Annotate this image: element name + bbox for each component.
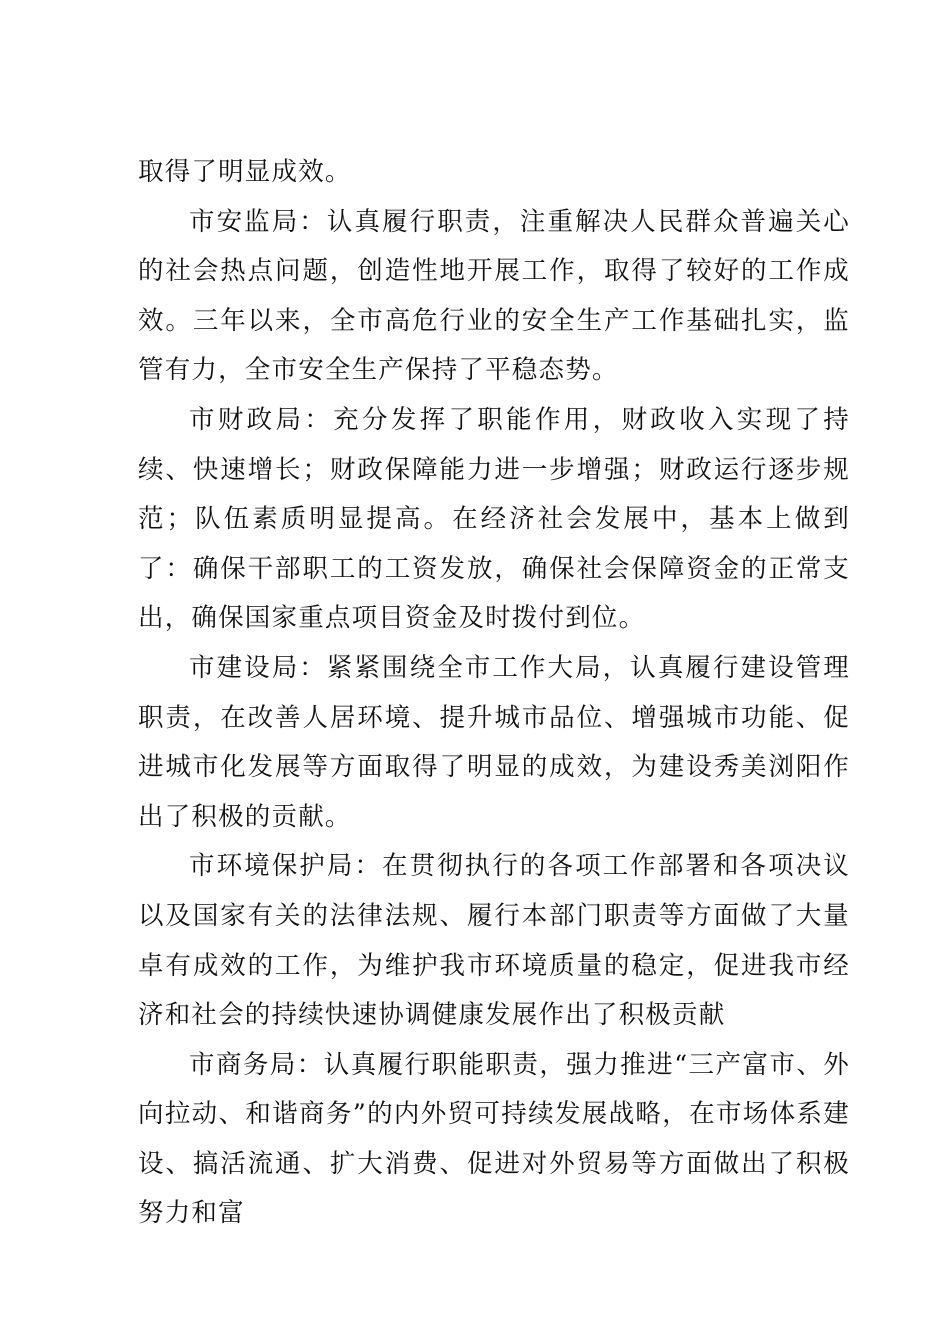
paragraph-shangwu (138, 1041, 850, 1239)
paragraph-text: 紧紧围绕全市工作大局，认真履行建设管理职责，在改善人居环境、提升城市品位、增强城市功能、促进城市化发展等方面取得了明显的成效，为建设秀美浏阳作出了积极的贡献。 (138, 652, 850, 832)
paragraph-caizheng (138, 396, 850, 644)
paragraph-text: 取得了明显成效。 (138, 157, 352, 187)
paragraph-continuation (138, 148, 850, 198)
paragraph-huanbao (138, 842, 850, 1040)
paragraph-heading: 市安监局： (189, 206, 327, 237)
paragraph-text: 充分发挥了职能作用，财政收入实现了持续、快速增长；财政保障能力进一步增强；财政运行逐步规范；队伍素质明显提高。在经济社会发展中，基本上做到了：确保干部职工的工资发放，确保社会保障资金的正常支出，确保国家重点项目资金及时拨付到位。 (138, 404, 850, 634)
paragraph-text: 在贯彻执行的各项工作部署和各项决议以及国家有关的法律法规、履行本部门职责等方面做了大量卓有成效的工作，为维护我市环境质量的稳定，促进我市经济和社会的持续快速协调健康发展作出了积极贡献 (138, 851, 850, 1031)
paragraph-heading: 市财政局： (189, 404, 334, 435)
paragraph-text: 认真履行职责，注重解决人民群众普遍关心的社会热点问题，创造性地开展工作，取得了较好的工作成效。三年以来，全市高危行业的安全生产工作基础扎实，监管有力，全市安全生产保持了平稳态势。 (138, 206, 850, 386)
paragraph-heading: 市环境保护局： (189, 851, 383, 882)
paragraph-heading: 市商务局： (189, 1049, 324, 1080)
document-body (138, 148, 850, 1239)
paragraph-jianshe (138, 644, 850, 842)
paragraph-anjian (138, 198, 850, 396)
paragraph-heading: 市建设局： (189, 652, 327, 683)
paragraph-text: 认真履行职能职责，强力推进“三产富市、外向拉动、和谐商务”的内外贸可持续发展战略，在市场体系建设、搞活流通、扩大消费、促进对外贸易等方面做出了积极努力和富 (138, 1049, 850, 1229)
